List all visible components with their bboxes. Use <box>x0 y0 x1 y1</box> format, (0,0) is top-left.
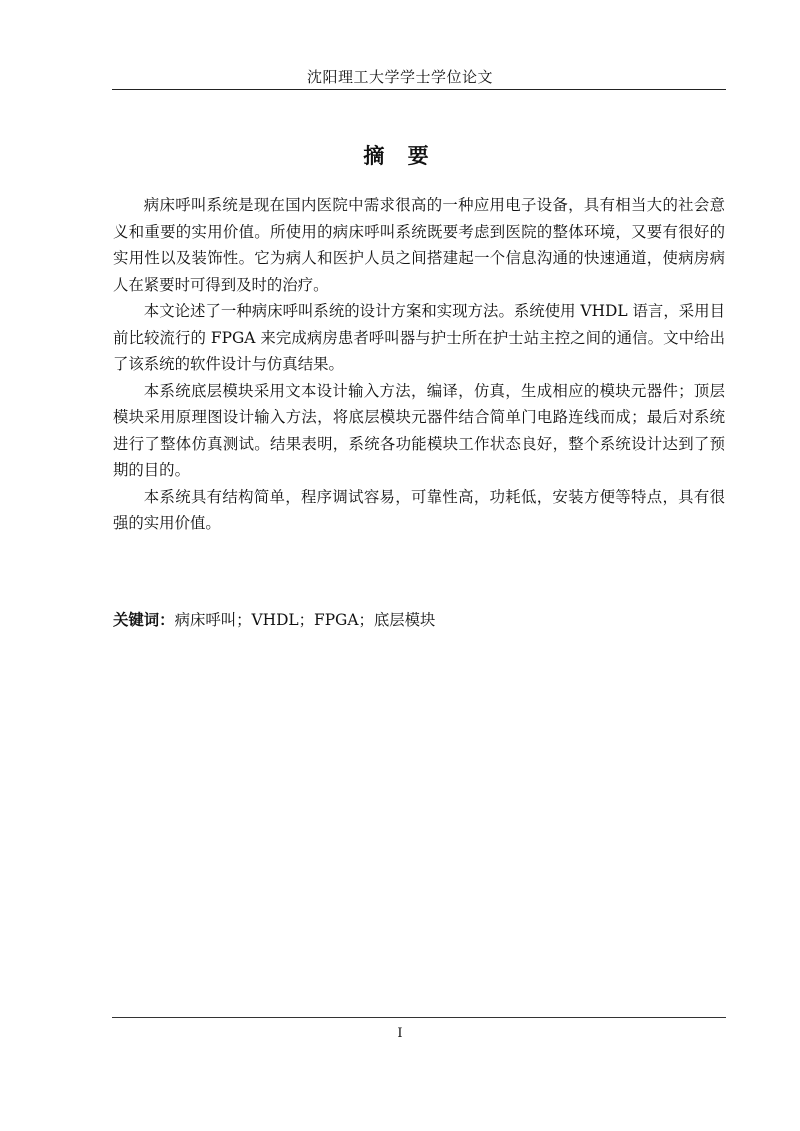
abstract-title: 摘 要 <box>363 144 437 168</box>
running-header: 沈阳理工大学学士学位论文 <box>306 68 493 86</box>
header-divider <box>112 89 726 90</box>
abstract-paragraph-1: 病床呼叫系统是现在国内医院中需求很高的一种应用电子设备，具有相当大的社会意义和重要的实用价值。所使用的病床呼叫系统既要考虑到医院的整体环境，又要有很好的实用性以及装饰性。它为病人和医护人员之间搭建起一个信息沟通的快速通道，使病房病人在紧要时可得到及时的治疗。 <box>113 196 725 294</box>
keywords-text: 病床呼叫；VHDL；FPGA；底层模块 <box>174 611 436 629</box>
page-number: I <box>397 1026 403 1041</box>
abstract-paragraph-4: 本系统具有结构简单，程序调试容易，可靠性高，功耗低，安装方便等特点，具有很强的实用价值。 <box>113 487 725 532</box>
footer-divider <box>112 1017 726 1018</box>
abstract-body <box>113 192 725 537</box>
keywords-line <box>113 607 725 633</box>
keywords-label: 关键词： <box>113 611 175 629</box>
abstract-paragraph-2: 本文论述了一种病床呼叫系统的设计方案和实现方法。系统使用 VHDL 语言，采用目前比较流行的 FPGA 来完成病房患者呼叫器与护士所在护士站主控之间的通信。文中给出了该系统的软件设计与仿真结果。 <box>113 302 725 373</box>
abstract-paragraph-3: 本系统底层模块采用文本设计输入方法，编译，仿真，生成相应的模块元器件；顶层模块采用原理图设计输入方法，将底层模块元器件结合简单门电路连线而成；最后对系统进行了整体仿真测试。结果表明，系统各功能模块工作状态良好，整个系统设计达到了预期的目的。 <box>113 381 725 479</box>
